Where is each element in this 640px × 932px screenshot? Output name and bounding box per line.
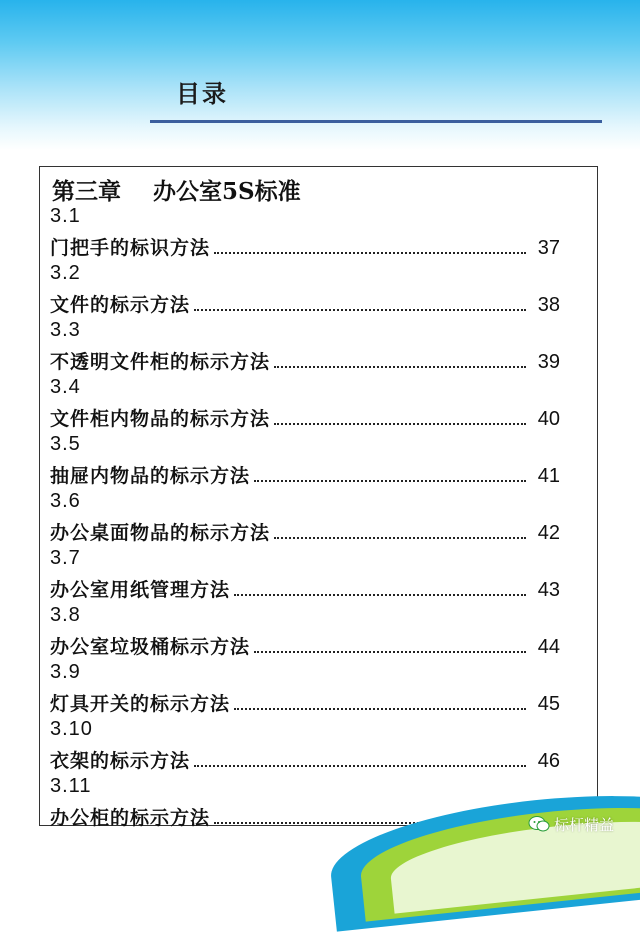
section-title: 办公桌面物品的标示方法 — [50, 522, 271, 544]
dot-leader — [194, 747, 526, 767]
toc-entry[interactable] — [50, 604, 560, 661]
toc-entry[interactable] — [50, 262, 560, 319]
page-number: 38 — [537, 294, 560, 316]
section-title: 抽屉内物品的标示方法 — [50, 465, 251, 487]
dot-leader — [194, 291, 526, 311]
section-number: 3.4 — [50, 376, 81, 398]
section-number: 3.9 — [50, 661, 81, 683]
watermark-text: 标杆精益 — [554, 815, 615, 834]
toc-entry[interactable] — [50, 718, 560, 775]
page-number: 39 — [537, 351, 560, 373]
page-number: 41 — [537, 465, 560, 487]
page-number: 45 — [537, 693, 560, 715]
header-background — [0, 0, 640, 150]
dot-leader — [254, 633, 526, 653]
section-title: 门把手的标识方法 — [50, 237, 211, 259]
dot-leader — [274, 348, 526, 368]
toc-entry[interactable] — [50, 376, 560, 433]
dot-leader — [274, 405, 526, 425]
toc-entry[interactable] — [50, 661, 560, 718]
dot-leader — [214, 234, 526, 254]
toc-entry[interactable] — [50, 490, 560, 547]
section-number: 3.3 — [50, 319, 81, 341]
dot-leader — [234, 576, 526, 596]
section-title: 办公室用纸管理方法 — [50, 579, 231, 601]
section-title: 文件柜内物品的标示方法 — [50, 408, 271, 430]
dot-leader — [274, 519, 526, 539]
watermark — [528, 811, 614, 837]
section-title: 文件的标示方法 — [50, 294, 191, 316]
toc-entry[interactable] — [50, 205, 560, 262]
toc-entry[interactable] — [50, 319, 560, 376]
section-number: 3.2 — [50, 262, 81, 284]
section-number: 3.8 — [50, 604, 81, 626]
section-title: 不透明文件柜的标示方法 — [50, 351, 271, 373]
page-number: 40 — [537, 408, 560, 430]
dot-leader — [234, 690, 526, 710]
section-number: 3.11 — [50, 775, 92, 797]
page-number: 46 — [537, 750, 560, 772]
section-number: 3.6 — [50, 490, 81, 512]
title-underline — [150, 120, 602, 123]
section-number: 3.7 — [50, 547, 81, 569]
page-number: 44 — [537, 636, 560, 658]
section-number: 3.10 — [50, 718, 93, 740]
page-number: 37 — [537, 237, 560, 259]
toc-entries — [50, 205, 560, 832]
section-number: 3.5 — [50, 433, 81, 455]
toc-entry[interactable] — [50, 547, 560, 604]
section-title: 衣架的标示方法 — [50, 750, 191, 772]
page-number: 42 — [537, 522, 560, 544]
section-title: 办公室垃圾桶标示方法 — [50, 636, 251, 658]
chapter-heading: 第三章 办公室5S标准 — [52, 178, 301, 205]
dot-leader — [254, 462, 526, 482]
section-title: 灯具开关的标示方法 — [50, 693, 231, 715]
section-title: 办公柜的标示方法 — [50, 807, 211, 829]
section-number: 3.1 — [50, 205, 81, 227]
toc-entry[interactable] — [50, 433, 560, 490]
page-number: 43 — [537, 579, 560, 601]
chat-bubble-icon — [528, 815, 550, 833]
page-title: 目录 — [176, 80, 228, 108]
